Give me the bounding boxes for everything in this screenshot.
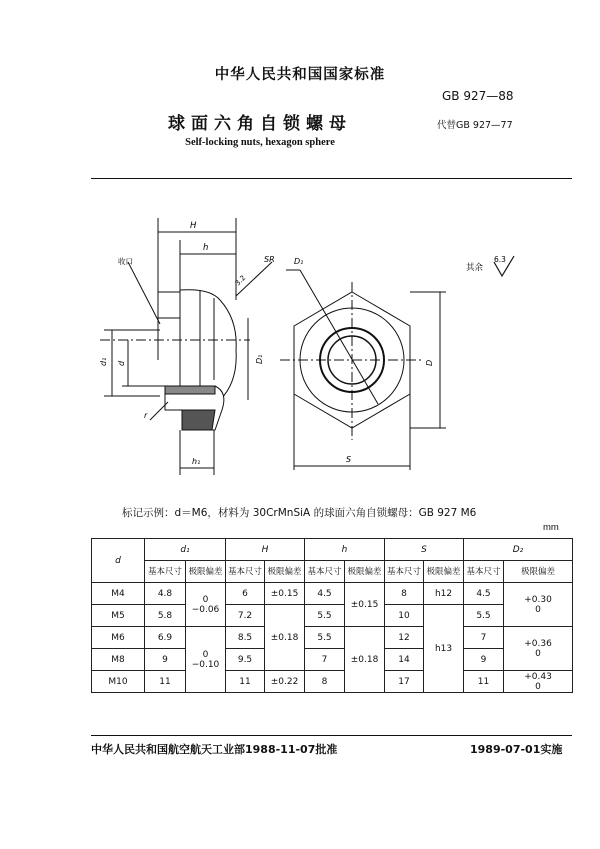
cell-h: 4.5 bbox=[305, 583, 345, 605]
tol-top: +0.43 bbox=[524, 671, 552, 682]
table-row bbox=[92, 605, 573, 627]
cell-S: 8 bbox=[385, 583, 424, 605]
table-row bbox=[92, 649, 573, 671]
cell-d1: 11 bbox=[145, 671, 186, 693]
label-d: d bbox=[117, 360, 126, 366]
cell-H-tol: ±0.18 bbox=[265, 605, 305, 671]
label-h1: h₁ bbox=[192, 457, 201, 466]
label-d1: d₁ bbox=[99, 357, 108, 366]
unit-label: mm bbox=[543, 522, 559, 533]
cell-S: 14 bbox=[385, 649, 424, 671]
english-title: Self-locking nuts, hexagon sphere bbox=[185, 137, 335, 148]
leader-d1 bbox=[300, 270, 378, 404]
sub-basic: 基本尺寸 bbox=[385, 561, 424, 583]
cell-D2: 4.5 bbox=[464, 583, 504, 605]
cell-d1-tol bbox=[186, 583, 226, 627]
tol-top: 0 bbox=[202, 649, 209, 660]
footer-rule bbox=[91, 735, 572, 736]
cell-D2-tol bbox=[504, 671, 573, 693]
surface-note: 其余 bbox=[466, 263, 484, 273]
cell-D2: 9 bbox=[464, 649, 504, 671]
label-slot: 收口 bbox=[118, 257, 133, 266]
table-row bbox=[92, 583, 573, 605]
cell-h-tol: ±0.15 bbox=[345, 583, 385, 627]
section-hatch bbox=[182, 410, 215, 430]
cell-h: 5.5 bbox=[305, 627, 345, 649]
cell-D2: 7 bbox=[464, 627, 504, 649]
cell-H: 6 bbox=[226, 583, 265, 605]
col-d-header: d bbox=[92, 539, 145, 583]
dimension-table bbox=[91, 538, 573, 693]
cell-d1: 4.8 bbox=[145, 583, 186, 605]
cell-d: M10 bbox=[92, 671, 145, 693]
cell-D2-tol bbox=[504, 627, 573, 671]
sub-basic: 基本尺寸 bbox=[145, 561, 186, 583]
label-h: h bbox=[203, 243, 209, 253]
cell-H: 8.5 bbox=[226, 627, 265, 649]
cell-h: 5.5 bbox=[305, 605, 345, 627]
cell-d: M6 bbox=[92, 627, 145, 649]
label-r: r bbox=[144, 411, 148, 420]
cell-H: 7.2 bbox=[226, 605, 265, 627]
cell-d1: 5.8 bbox=[145, 605, 186, 627]
cell-H-tol: ±0.15 bbox=[265, 583, 305, 605]
cell-d1: 9 bbox=[145, 649, 186, 671]
cell-D2: 11 bbox=[464, 671, 504, 693]
sub-basic: 基本尺寸 bbox=[305, 561, 345, 583]
group-H: H bbox=[226, 539, 305, 561]
label-32: 3.2 bbox=[233, 273, 248, 288]
label-D: D bbox=[425, 359, 434, 366]
tol-bottom: −0.10 bbox=[191, 659, 220, 670]
replaces-note: 代替GB 927—77 bbox=[437, 120, 513, 131]
tol-top: +0.30 bbox=[524, 594, 552, 605]
table-subheader-row bbox=[92, 561, 573, 583]
cell-H: 9.5 bbox=[226, 649, 265, 671]
tol-bottom: −0.06 bbox=[191, 604, 220, 615]
label-D1-hex: D₁ bbox=[294, 257, 304, 266]
group-S: S bbox=[385, 539, 464, 561]
implementation-date: 1989-07-01实施 bbox=[470, 743, 563, 756]
tol-top: 0 bbox=[202, 594, 209, 605]
cell-H: 11 bbox=[226, 671, 265, 693]
side-view-collar bbox=[158, 292, 180, 318]
tol-bottom: 0 bbox=[535, 681, 541, 692]
table-row bbox=[92, 671, 573, 693]
group-d1: d₁ bbox=[145, 539, 226, 561]
cell-d: M4 bbox=[92, 583, 145, 605]
tol-bottom: 0 bbox=[535, 604, 541, 615]
marking-example: 标记示例：d＝M6，材料为 30CrMnSiA 的球面六角自锁螺母：GB 927 M6 bbox=[122, 507, 477, 519]
cell-h-tol: ±0.18 bbox=[345, 627, 385, 693]
cell-S-tol: h12 bbox=[424, 583, 464, 605]
tol-bottom: 0 bbox=[535, 648, 541, 659]
cell-S: 10 bbox=[385, 605, 424, 627]
label-H: H bbox=[190, 221, 197, 231]
surface-value: 6.3 bbox=[494, 255, 506, 264]
label-D1-side: D₁ bbox=[255, 354, 264, 364]
sub-tol: 极限偏差 bbox=[186, 561, 226, 583]
page-title: 球面六角自锁螺母 bbox=[168, 114, 352, 134]
standard-org: 中华人民共和国国家标准 bbox=[214, 67, 386, 83]
cell-D2-tol bbox=[504, 583, 573, 627]
standard-number: GB 927—88 bbox=[442, 89, 514, 103]
table-row bbox=[92, 627, 573, 649]
sub-basic: 基本尺寸 bbox=[226, 561, 265, 583]
sub-basic: 基本尺寸 bbox=[464, 561, 504, 583]
sub-tol: 极限偏差 bbox=[504, 561, 573, 583]
cell-H-tol: ±0.22 bbox=[265, 671, 305, 693]
table-header-row bbox=[92, 539, 573, 561]
cell-d: M8 bbox=[92, 649, 145, 671]
group-D2: D₂ bbox=[464, 539, 573, 561]
cell-S: 17 bbox=[385, 671, 424, 693]
cell-d: M5 bbox=[92, 605, 145, 627]
group-h: h bbox=[305, 539, 385, 561]
cell-S: 12 bbox=[385, 627, 424, 649]
cell-d1-tol bbox=[186, 627, 226, 693]
label-S: S bbox=[346, 455, 352, 464]
sub-tol: 极限偏差 bbox=[345, 561, 385, 583]
approval-note: 中华人民共和国航空航天工业部1988-11-07批准 bbox=[91, 743, 338, 756]
cell-S-tol: h13 bbox=[424, 605, 464, 693]
sub-tol: 极限偏差 bbox=[424, 561, 464, 583]
label-sr: SR bbox=[264, 255, 275, 264]
tol-top: +0.36 bbox=[524, 638, 552, 649]
cell-d1: 6.9 bbox=[145, 627, 186, 649]
sub-tol: 极限偏差 bbox=[265, 561, 305, 583]
cell-D2: 5.5 bbox=[464, 605, 504, 627]
cell-h: 7 bbox=[305, 649, 345, 671]
cell-h: 8 bbox=[305, 671, 345, 693]
